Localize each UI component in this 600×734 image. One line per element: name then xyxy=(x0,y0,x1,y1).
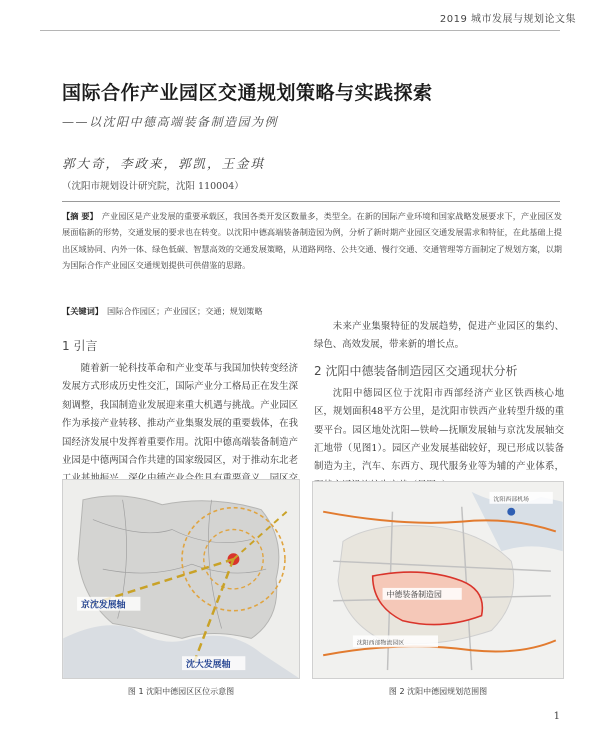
region-area xyxy=(78,496,279,639)
figure-1-caption: 图 1 沈阳中德园区区位示意图 xyxy=(127,687,235,696)
figure-2-svg xyxy=(313,482,563,678)
abstract xyxy=(62,208,562,274)
section-2-body: 沈阳中德园区位于沈阳市西部经济产业区铁西核心地区，规划面积48平方公里，是沈阳市铁西产业转型升级的重要平台。园区地处沈阳—铁岭—抚顺发展轴与京沈发展轴交汇地带（见图1）。园区产业发展基础较好，现已形成以装备制造为主，汽车、东西方、现代服务业等为辅的产业体系， xyxy=(314,387,564,473)
section-divider xyxy=(62,201,560,202)
figure-2-map xyxy=(312,481,564,679)
keywords xyxy=(62,306,562,317)
author-list: 郭大奇，李政来，郭凯，王金琪 xyxy=(62,156,266,171)
right-column-intro: 未来产业集聚特征的发展趋势，促进产业园区的集约、绿色、高效发展，带来新的增长点。 xyxy=(314,321,564,351)
label-shenda-axis: 沈大发展轴 xyxy=(185,660,231,671)
running-head: 2019 城市发展与规划论文集 xyxy=(439,14,576,25)
figure-1-svg xyxy=(63,480,299,678)
label-airport: 沈阳西部机场 xyxy=(493,495,529,503)
figure-1-map xyxy=(62,479,300,679)
section-2-heading: 2 沈阳中德装备制造园区交通现状分析 xyxy=(314,363,518,378)
article-title: 国际合作产业园区交通规划策略与实践探索 xyxy=(62,82,433,104)
section-1-heading: 1 引言 xyxy=(62,339,98,353)
page-number: 1 xyxy=(553,711,560,722)
section-1-body: 随着新一轮科技革命和产业变革与我国加快转变经济发展方式形成历史性交汇，国际产业分工格局正在发生深刻调整，我国制造业发展迎来重大机遇与挑战。产业园区作为承接产业转移、推动产业集聚发展的重要载体，在我国经济发展中发挥着重要作用。沈阳中德高端装备制造产业园是中德两国合作共建的国家级园区，对于推动东北老 xyxy=(62,363,298,467)
abstract-label: 【摘 要】 xyxy=(62,211,98,221)
abstract-text: 产业园区是产业发展的重要承载区，我国各类开发区数量多，类型全。在新的国际产业环境和国家战略发展要求下，产业园区发展面临新的形势，交通发展的要求也在转变。以沈阳中德高端装备制造园为例，分析了新时期产业园区交通发展需求和特征，在此基础上提出区域协同、内外一体、绿色低碳、智慧高效的交通发展策略，从道路网络、公共交通、慢行交通、交通管理等方面制定了规划方案，以期为国际合作产业园区交通规划提供可供借鉴的思路。 xyxy=(62,211,562,271)
author-affiliation: （沈阳市规划设计研究院，沈阳 110004） xyxy=(62,181,244,192)
label-logistics-park: 沈阳西部物流园区 xyxy=(356,639,405,647)
figure-2-caption: 图 2 沈阳中德园规划范围图 xyxy=(388,687,488,696)
keywords-text: 国际合作园区；产业园区；交通；规划策略 xyxy=(106,306,263,316)
article-subtitle: ——以沈阳中德高端装备制造园为例 xyxy=(62,115,279,129)
label-zhongde-park: 中德装备制造园 xyxy=(386,589,442,599)
keywords-label: 【关键词】 xyxy=(62,306,103,316)
airport-marker xyxy=(507,508,515,516)
header-rule xyxy=(40,30,560,31)
label-jingshen-axis: 京沈发展轴 xyxy=(81,600,126,611)
